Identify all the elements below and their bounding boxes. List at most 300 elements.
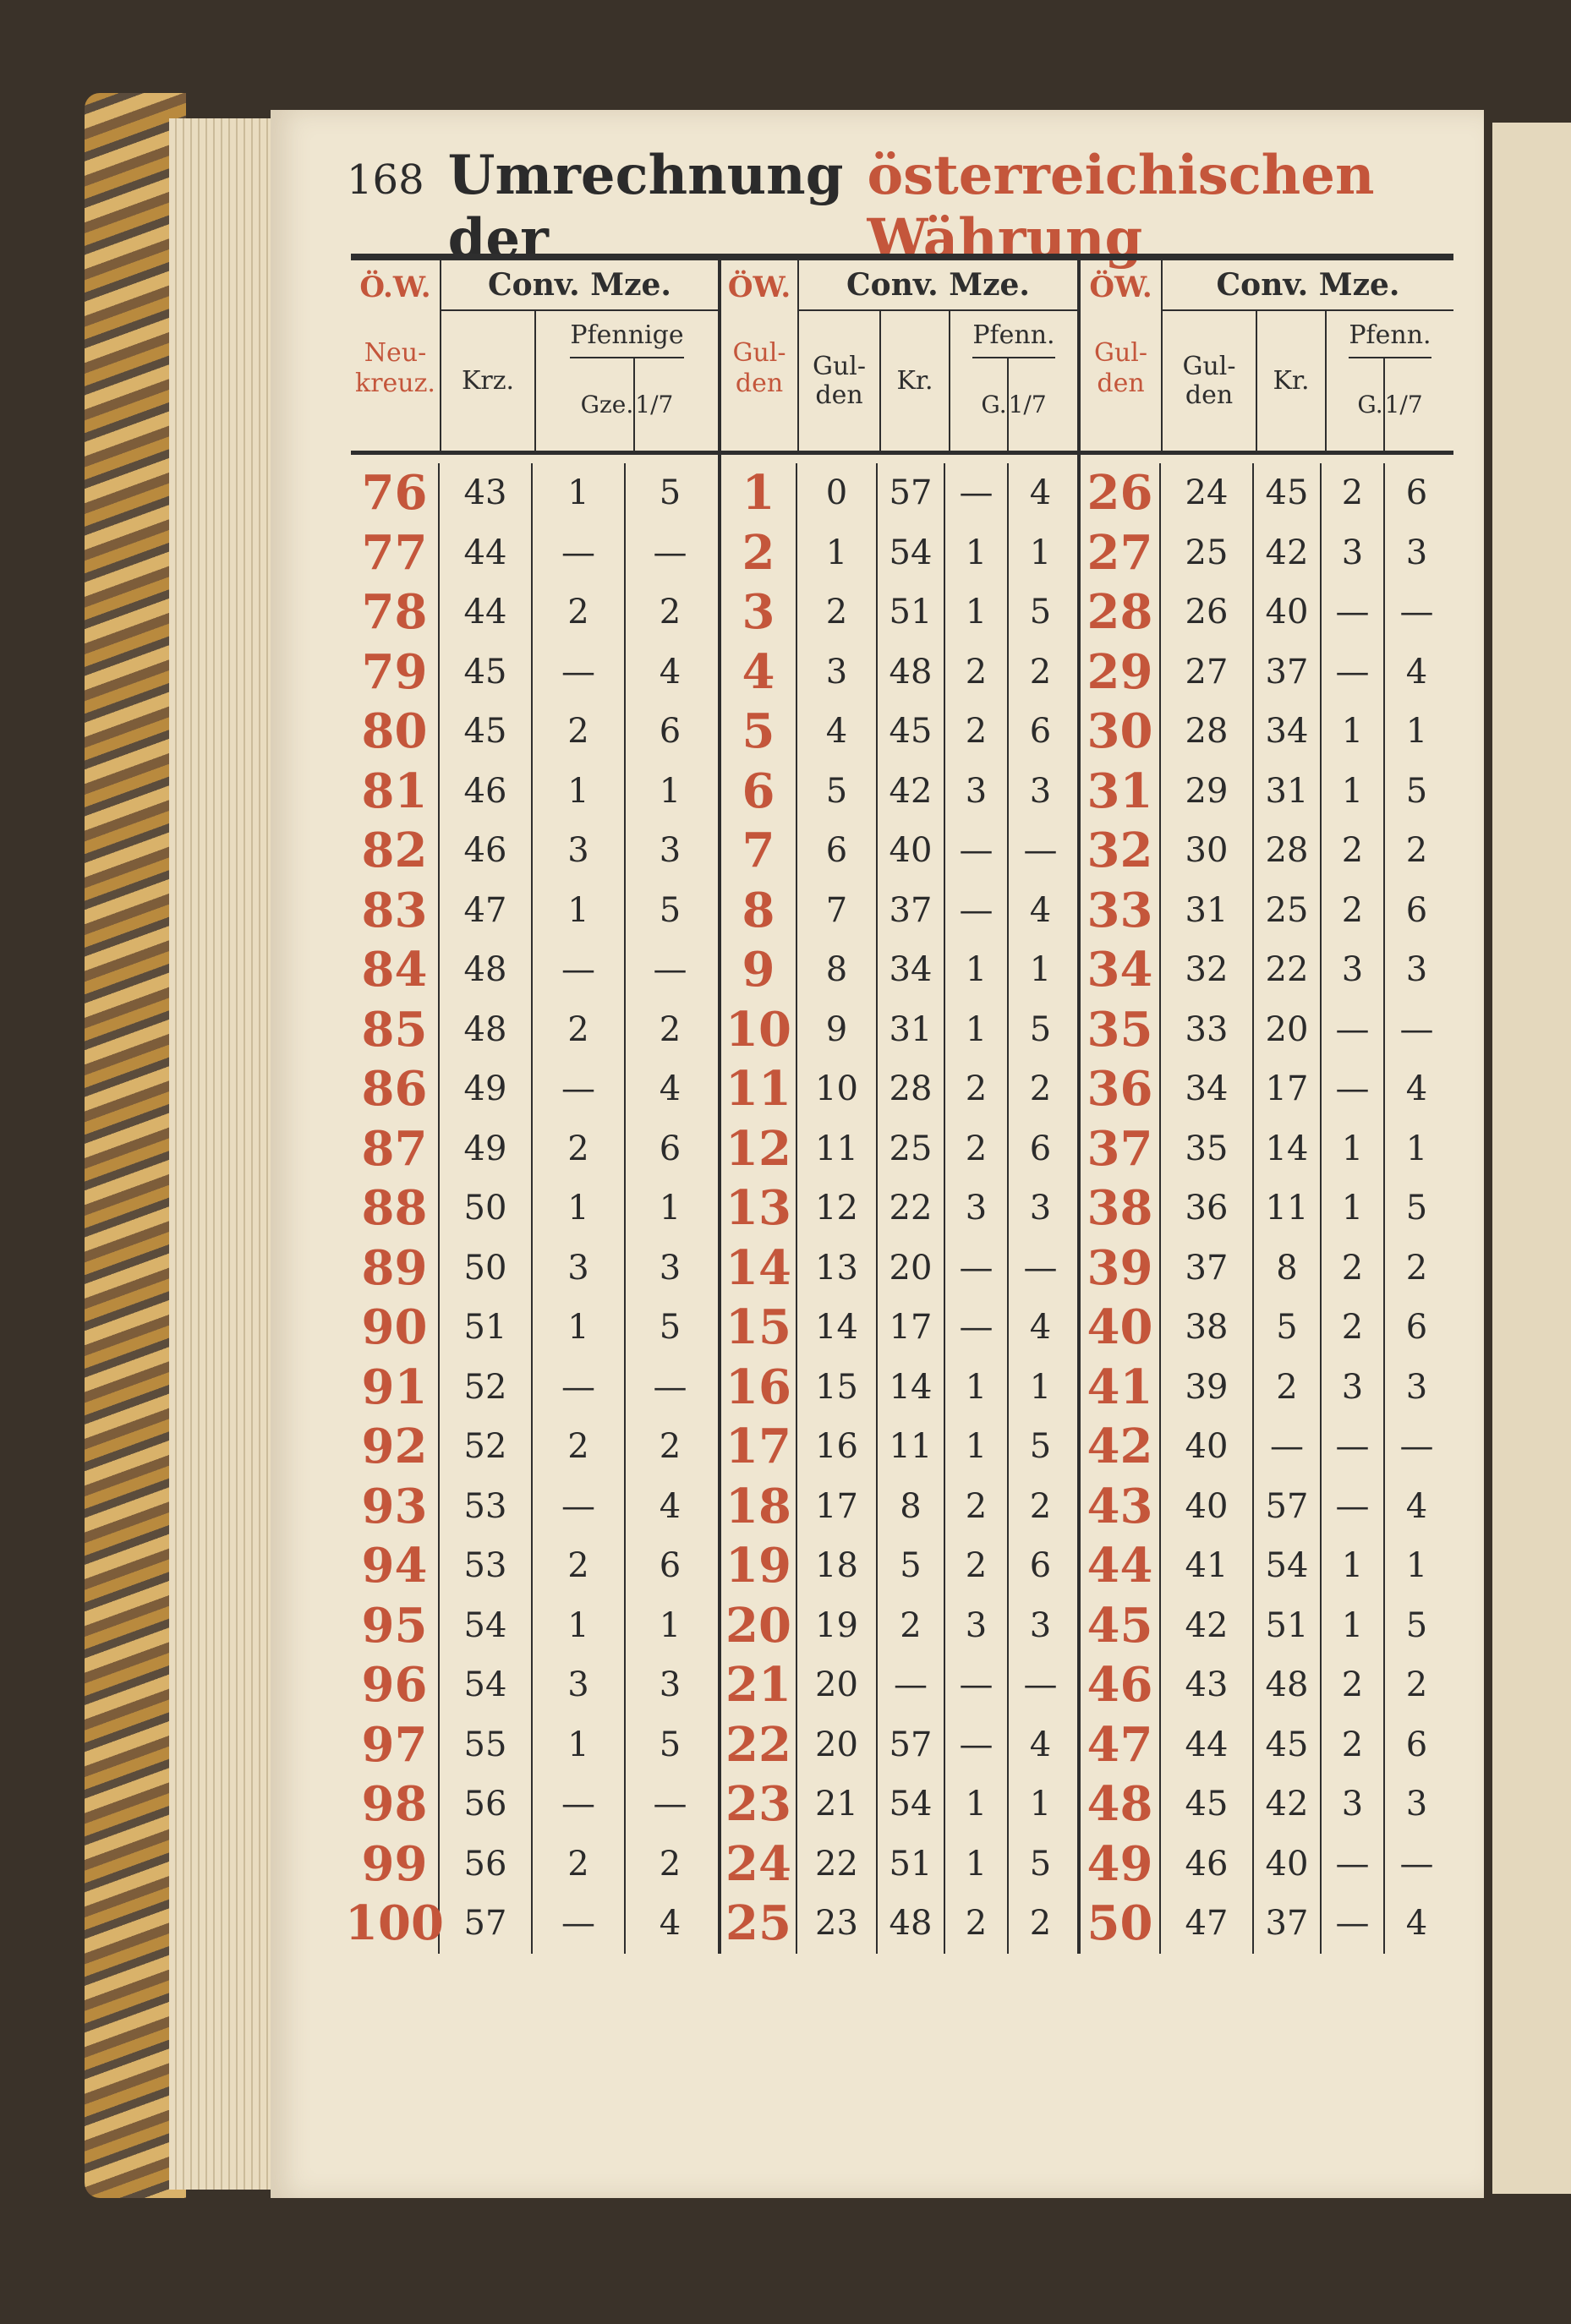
row-value: 5 (1029, 1844, 1052, 1884)
row-value: 1 (533, 1298, 626, 1358)
row-value: 13 (797, 1239, 878, 1299)
table-row (351, 1774, 718, 1835)
table-row (351, 1417, 718, 1477)
row-key-value: 31 (1081, 762, 1161, 822)
row-value: — (1023, 831, 1058, 871)
table-row (351, 1298, 718, 1358)
row-key-value: 91 (351, 1358, 440, 1418)
row-value: 52 (440, 1417, 533, 1477)
row-value: 6 (659, 1546, 681, 1586)
row-value: 4 (797, 702, 878, 762)
subcolumn-header: Kr. (881, 311, 950, 451)
row-value: 1 (945, 1835, 1009, 1895)
conversion-tables (345, 254, 1467, 1954)
row-key-value: 23 (721, 1774, 797, 1835)
row-value: 33 (1161, 1000, 1254, 1060)
row-value: 8 (878, 1477, 945, 1537)
row-value: — (533, 1358, 626, 1418)
row-value: 2 (878, 1596, 945, 1656)
row-value: 36 (1161, 1178, 1254, 1239)
row-value: 50 (440, 1239, 533, 1299)
row-key-value: 15 (721, 1298, 797, 1358)
row-value: 3 (1322, 523, 1385, 583)
row-value: 3 (1029, 771, 1052, 811)
row-value: — (653, 950, 687, 990)
row-value: 9 (797, 1000, 878, 1060)
row-value: — (878, 1655, 945, 1715)
row-value: 51 (878, 1835, 945, 1895)
row-value: 2 (533, 702, 626, 762)
row-value: 24 (1161, 463, 1254, 523)
row-value: 2 (1405, 831, 1428, 871)
row-value: 1 (945, 1000, 1009, 1060)
row-value: 4 (659, 1904, 681, 1944)
row-value: 31 (1254, 762, 1322, 822)
table-row (721, 702, 1077, 762)
row-value: 1 (945, 940, 1009, 1000)
table-body (721, 455, 1077, 1954)
row-key-value: 42 (1081, 1417, 1161, 1477)
row-key-value: 18 (721, 1477, 797, 1537)
row-value: 1 (1322, 1119, 1385, 1179)
conv-mze-title: Conv. Mze. (799, 260, 1077, 311)
pfennig-title: Pfenn. (1349, 311, 1431, 358)
row-value: 37 (1161, 1239, 1254, 1299)
row-value: 17 (878, 1298, 945, 1358)
row-key-value: 98 (351, 1774, 440, 1835)
table-row (351, 940, 718, 1000)
row-value: 22 (797, 1835, 878, 1895)
pfennig-subheader: G. (981, 390, 1007, 418)
table-header (1081, 254, 1453, 455)
table-row (1081, 940, 1453, 1000)
table-row (721, 1178, 1077, 1239)
row-value: 44 (1161, 1715, 1254, 1775)
table-header (351, 254, 718, 455)
row-value: 48 (1254, 1655, 1322, 1715)
table-row (1081, 881, 1453, 941)
row-value: 28 (878, 1059, 945, 1119)
row-key-value: 32 (1081, 821, 1161, 881)
row-value: 30 (1161, 821, 1254, 881)
row-value: 37 (1254, 1894, 1322, 1954)
row-value: 45 (440, 702, 533, 762)
row-key-value: 46 (1081, 1655, 1161, 1715)
row-value: 51 (440, 1298, 533, 1358)
table-row (721, 1477, 1077, 1537)
row-key-value: 44 (1081, 1536, 1161, 1596)
pfennig-subheader: Gze. (580, 390, 634, 418)
row-value: 40 (1254, 1835, 1322, 1895)
row-value: 2 (1029, 1486, 1052, 1526)
row-value: 31 (1161, 881, 1254, 941)
row-key-value: 13 (721, 1178, 797, 1239)
pfennig-subheader: 1/7 (633, 358, 673, 451)
row-value: 3 (1405, 950, 1428, 990)
pfennig-header (536, 311, 718, 451)
pfennig-subheader: G. (1357, 390, 1383, 418)
row-value: 42 (878, 762, 945, 822)
row-value: 6 (659, 1129, 681, 1168)
row-value: 3 (1405, 1785, 1428, 1824)
row-value: 14 (1254, 1119, 1322, 1179)
row-key-value: 97 (351, 1715, 440, 1775)
row-key-value: 30 (1081, 702, 1161, 762)
subcolumn-header: Kr. (1257, 311, 1327, 451)
row-key-value: 20 (721, 1596, 797, 1656)
row-key-value: 27 (1081, 523, 1161, 583)
row-value: — (533, 1894, 626, 1954)
table-row (721, 1298, 1077, 1358)
row-key-value: 41 (1081, 1358, 1161, 1418)
row-value: 5 (1405, 771, 1428, 811)
subcolumn-header: Gul- den (799, 311, 881, 451)
key-column-header (351, 260, 441, 451)
conv-mze-header (441, 260, 718, 451)
row-value: — (1399, 593, 1434, 632)
table-row (721, 762, 1077, 822)
row-value: 42 (1254, 523, 1322, 583)
row-value: 1 (533, 1715, 626, 1775)
table-row (351, 1477, 718, 1537)
row-value: 51 (878, 582, 945, 643)
row-key-value: 93 (351, 1477, 440, 1537)
row-value: 55 (440, 1715, 533, 1775)
row-value: 5 (659, 890, 681, 930)
row-value: 3 (659, 1248, 681, 1288)
pfennig-title: Pfenn. (972, 311, 1054, 358)
table-row (351, 1835, 718, 1895)
row-key-value: 85 (351, 1000, 440, 1060)
row-value: 2 (533, 1835, 626, 1895)
row-value: 1 (1029, 1785, 1052, 1824)
table-row (351, 463, 718, 523)
currency-key-label: Ö.W. (359, 271, 431, 304)
row-value: — (945, 463, 1009, 523)
row-key-value: 25 (721, 1894, 797, 1954)
row-value: 32 (1161, 940, 1254, 1000)
row-value: — (945, 881, 1009, 941)
row-value: 56 (440, 1774, 533, 1835)
row-value: 22 (878, 1178, 945, 1239)
row-value: 18 (797, 1536, 878, 1596)
row-value: 49 (440, 1119, 533, 1179)
row-value: — (945, 1298, 1009, 1358)
row-value: 5 (1405, 1605, 1428, 1645)
table-row (1081, 1596, 1453, 1656)
row-value: 40 (1161, 1417, 1254, 1477)
row-value: 1 (945, 582, 1009, 643)
row-value: 6 (1405, 473, 1428, 513)
table-row (721, 1596, 1077, 1656)
table-row (351, 1239, 718, 1299)
row-value: — (1322, 1894, 1385, 1954)
row-value: 1 (1322, 1596, 1385, 1656)
row-value: 35 (1161, 1119, 1254, 1179)
row-key-value: 28 (1081, 582, 1161, 643)
conv-mze-title: Conv. Mze. (441, 260, 718, 311)
row-value: 6 (1405, 1725, 1428, 1764)
row-value: 57 (1254, 1477, 1322, 1537)
row-value: — (1322, 1477, 1385, 1537)
row-key-value: 26 (1081, 463, 1161, 523)
row-value: 2 (1405, 1248, 1428, 1288)
row-value: 11 (878, 1417, 945, 1477)
table-row (721, 1358, 1077, 1418)
row-value: 31 (878, 1000, 945, 1060)
row-key-value: 95 (351, 1596, 440, 1656)
table-row (1081, 1239, 1453, 1299)
table-row (351, 1536, 718, 1596)
pfennig-title: Pfennige (570, 311, 683, 358)
row-value: 2 (945, 1536, 1009, 1596)
row-value: 2 (1322, 1715, 1385, 1775)
row-key-value: 84 (351, 940, 440, 1000)
row-value: — (653, 1785, 687, 1824)
row-value: 4 (1029, 473, 1052, 513)
currency-key-sublabel: Gul- den (732, 338, 786, 398)
row-value: 39 (1161, 1358, 1254, 1418)
table-row (351, 1119, 718, 1179)
row-value: 45 (1254, 1715, 1322, 1775)
table-row (1081, 1119, 1453, 1179)
table-row (721, 643, 1077, 703)
row-value: 40 (1254, 582, 1322, 643)
row-value: 27 (1161, 643, 1254, 703)
table-row (351, 1000, 718, 1060)
row-key-value: 94 (351, 1536, 440, 1596)
conv-mze-header (799, 260, 1077, 451)
page-title-main: Umrechnung der (447, 144, 844, 271)
row-value: 8 (797, 940, 878, 1000)
table-row (721, 1655, 1077, 1715)
table-row (351, 881, 718, 941)
row-value: 37 (1254, 643, 1322, 703)
row-value: 2 (1322, 463, 1385, 523)
row-key-value: 10 (721, 1000, 797, 1060)
table-row (1081, 1477, 1453, 1537)
table-row (1081, 762, 1453, 822)
table-row (1081, 1835, 1453, 1895)
row-value: 42 (1254, 1774, 1322, 1835)
pfennig-header (950, 311, 1077, 451)
row-value: — (533, 940, 626, 1000)
row-value: 6 (1029, 712, 1052, 752)
table-row (351, 1596, 718, 1656)
row-value: 43 (440, 463, 533, 523)
table-row (1081, 1059, 1453, 1119)
row-value: 4 (1029, 1725, 1052, 1764)
row-value: 28 (1254, 821, 1322, 881)
row-value: 4 (659, 1069, 681, 1109)
row-value: 25 (878, 1119, 945, 1179)
table-row (721, 1119, 1077, 1179)
row-value: 4 (1405, 652, 1428, 692)
row-key-value: 76 (351, 463, 440, 523)
row-value: 4 (1405, 1486, 1428, 1526)
table-header (721, 254, 1077, 455)
row-value: 2 (945, 1477, 1009, 1537)
row-key-value: 40 (1081, 1298, 1161, 1358)
row-key-value: 22 (721, 1715, 797, 1775)
row-value: — (1322, 1835, 1385, 1895)
row-value: 1 (1405, 1546, 1428, 1586)
row-value: 5 (659, 1725, 681, 1764)
row-value: 1 (1322, 702, 1385, 762)
row-value: — (945, 1239, 1009, 1299)
row-value: 48 (440, 940, 533, 1000)
row-key-value: 82 (351, 821, 440, 881)
row-value: — (1322, 1000, 1385, 1060)
row-value: 6 (797, 821, 878, 881)
currency-key-sublabel: Gul- den (1093, 338, 1148, 398)
row-value: 1 (945, 1358, 1009, 1418)
row-value: 57 (440, 1894, 533, 1954)
row-key-value: 1 (721, 463, 797, 523)
row-value: 52 (440, 1358, 533, 1418)
table-row (1081, 1417, 1453, 1477)
row-key-value: 88 (351, 1178, 440, 1239)
table-row (1081, 1655, 1453, 1715)
table-row (351, 702, 718, 762)
row-value: 2 (1405, 1665, 1428, 1705)
row-value: 3 (1322, 940, 1385, 1000)
row-value: 41 (1161, 1536, 1254, 1596)
currency-key-label: ÖW. (1089, 271, 1152, 304)
row-value: 2 (945, 1119, 1009, 1179)
row-value: — (945, 1715, 1009, 1775)
table-row (1081, 463, 1453, 523)
row-value: — (1023, 1248, 1058, 1288)
row-value: 1 (1405, 1129, 1428, 1168)
table-row (1081, 821, 1453, 881)
pfennig-split (581, 358, 674, 451)
row-value: 5 (1405, 1189, 1428, 1228)
row-key-value: 12 (721, 1119, 797, 1179)
row-value: 54 (1254, 1536, 1322, 1596)
row-value: 3 (533, 1655, 626, 1715)
table-row (351, 762, 718, 822)
row-value: 1 (1029, 1367, 1052, 1407)
row-value: 2 (659, 1427, 681, 1467)
row-value: 1 (945, 523, 1009, 583)
row-value: 29 (1161, 762, 1254, 822)
row-value: 4 (1029, 890, 1052, 930)
row-key-value: 14 (721, 1239, 797, 1299)
row-value: 5 (659, 473, 681, 513)
row-value: 44 (440, 582, 533, 643)
row-value: — (1322, 643, 1385, 703)
row-key-value: 7 (721, 821, 797, 881)
row-key-value: 3 (721, 582, 797, 643)
row-value: 1 (533, 463, 626, 523)
row-value: 1 (533, 881, 626, 941)
row-value: 11 (1254, 1178, 1322, 1239)
conv-subcolumns (441, 311, 718, 451)
row-key-value: 49 (1081, 1835, 1161, 1895)
page-stack-edge (169, 118, 279, 2190)
row-value: 57 (878, 1715, 945, 1775)
table-row (721, 523, 1077, 583)
row-key-value: 80 (351, 702, 440, 762)
table-group-1 (345, 254, 718, 1954)
row-key-value: 8 (721, 881, 797, 941)
row-value: 6 (1405, 890, 1428, 930)
table-row (1081, 523, 1453, 583)
row-value: 2 (659, 1844, 681, 1884)
row-value: 45 (878, 702, 945, 762)
conv-mze-title: Conv. Mze. (1163, 260, 1453, 311)
row-value: 45 (1254, 463, 1322, 523)
table-row (351, 523, 718, 583)
pfennig-subheader: 1/7 (1007, 358, 1047, 451)
row-value: 2 (1322, 881, 1385, 941)
row-value: 34 (1161, 1059, 1254, 1119)
row-value: 26 (1161, 582, 1254, 643)
row-value: 47 (1161, 1894, 1254, 1954)
row-value: 2 (533, 1417, 626, 1477)
row-value: 42 (1161, 1596, 1254, 1656)
row-value: 56 (440, 1835, 533, 1895)
row-value: 45 (1161, 1774, 1254, 1835)
row-key-value: 17 (721, 1417, 797, 1477)
row-value: 6 (1029, 1129, 1052, 1168)
row-value: 25 (1254, 881, 1322, 941)
row-value: 53 (440, 1477, 533, 1537)
page-header (347, 144, 1446, 271)
row-value: 1 (797, 523, 878, 583)
table-row (351, 643, 718, 703)
table-group-2 (718, 254, 1077, 1954)
row-value: 3 (1029, 1189, 1052, 1228)
row-value: 57 (878, 463, 945, 523)
row-value: 6 (1029, 1546, 1052, 1586)
table-row (721, 821, 1077, 881)
row-key-value: 38 (1081, 1178, 1161, 1239)
row-value: 3 (945, 1596, 1009, 1656)
row-key-value: 29 (1081, 643, 1161, 703)
row-value: 54 (878, 1774, 945, 1835)
table-row (1081, 702, 1453, 762)
table-body (1081, 455, 1453, 1954)
row-value: 15 (797, 1358, 878, 1418)
row-value: — (1023, 1665, 1058, 1705)
row-value: — (1322, 582, 1385, 643)
row-value: 5 (878, 1536, 945, 1596)
key-column-header (1081, 260, 1163, 451)
table-row (721, 463, 1077, 523)
book-page (271, 110, 1484, 2198)
row-value: — (533, 1774, 626, 1835)
table-row (1081, 1536, 1453, 1596)
row-value: 20 (797, 1715, 878, 1775)
table-row (721, 1239, 1077, 1299)
row-value: 3 (1029, 1605, 1052, 1645)
row-value: 34 (878, 940, 945, 1000)
row-key-value: 48 (1081, 1774, 1161, 1835)
table-row (721, 1417, 1077, 1477)
table-row (721, 1536, 1077, 1596)
row-value: 10 (797, 1059, 878, 1119)
row-value: 5 (1029, 1427, 1052, 1467)
row-value: 8 (1254, 1239, 1322, 1299)
currency-key-label: ÖW. (727, 271, 791, 304)
row-key-value: 43 (1081, 1477, 1161, 1537)
row-value: 3 (1322, 1774, 1385, 1835)
row-value: 3 (533, 1239, 626, 1299)
row-value: 3 (945, 762, 1009, 822)
row-value: 47 (440, 881, 533, 941)
